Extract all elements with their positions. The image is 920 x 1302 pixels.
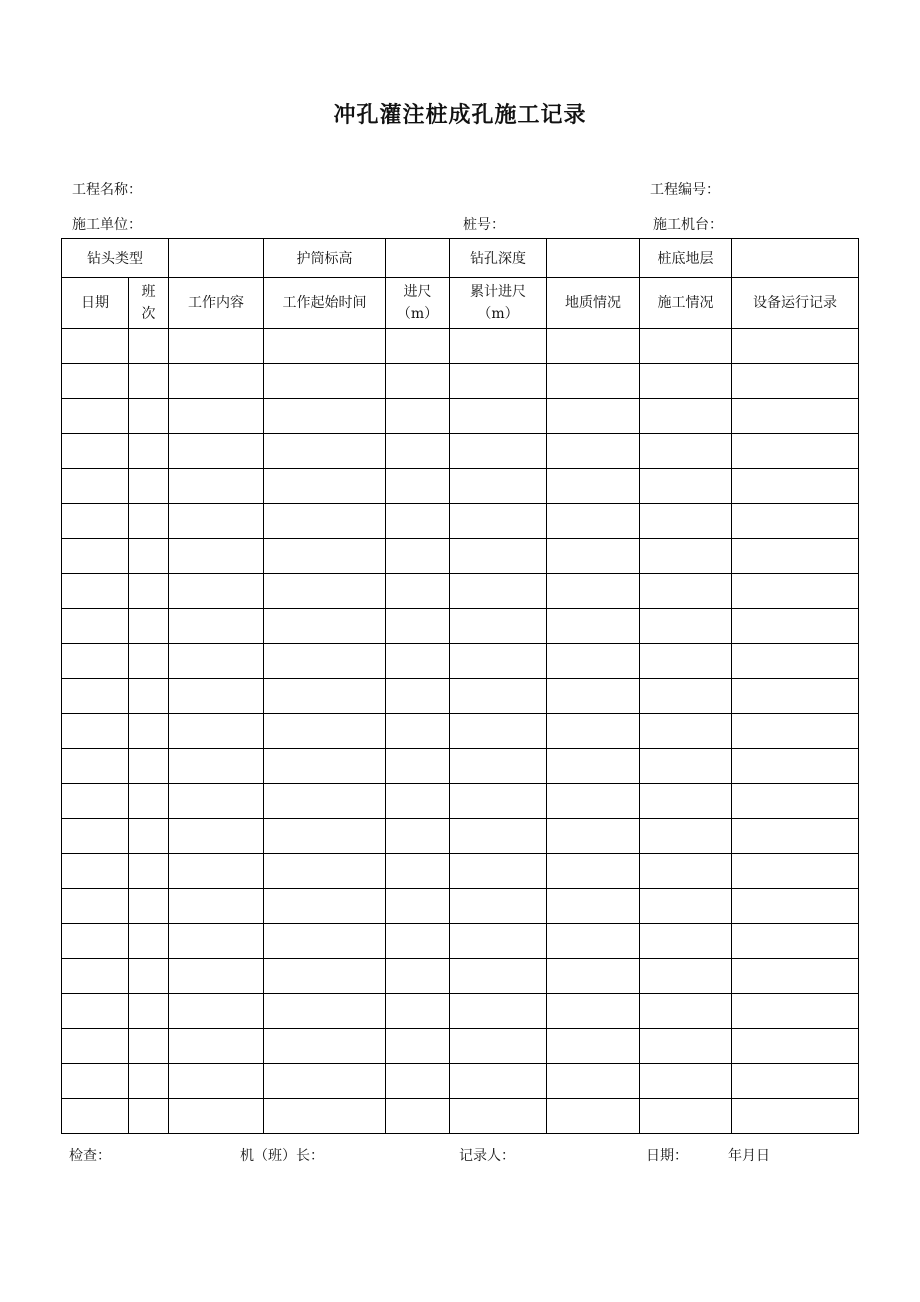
table-cell[interactable] <box>640 959 732 994</box>
table-cell[interactable] <box>169 889 264 924</box>
table-cell[interactable] <box>264 1064 386 1099</box>
table-cell[interactable] <box>450 1064 547 1099</box>
col-equipment: 设备运行记录 <box>732 278 859 329</box>
table-cell[interactable] <box>732 1064 859 1099</box>
table-cell[interactable] <box>547 959 640 994</box>
table-cell[interactable] <box>129 644 169 679</box>
table-cell[interactable] <box>264 924 386 959</box>
table-cell[interactable] <box>732 364 859 399</box>
table-cell[interactable] <box>169 749 264 784</box>
table-cell[interactable] <box>62 539 129 574</box>
casing-elevation-cell[interactable] <box>386 239 450 278</box>
table-cell[interactable] <box>732 539 859 574</box>
table-cell[interactable] <box>450 959 547 994</box>
table-cell[interactable] <box>386 714 450 749</box>
table-cell[interactable] <box>640 609 732 644</box>
table-cell[interactable] <box>547 329 640 364</box>
table-cell[interactable] <box>386 784 450 819</box>
table-cell[interactable] <box>547 1029 640 1064</box>
table-cell[interactable] <box>169 1029 264 1064</box>
table-cell[interactable] <box>169 994 264 1029</box>
table-cell[interactable] <box>640 679 732 714</box>
pile-bottom-cell[interactable] <box>732 239 859 278</box>
table-cell[interactable] <box>547 644 640 679</box>
table-cell[interactable] <box>169 364 264 399</box>
project-no-label: 工程编号： <box>650 182 720 198</box>
table-cell[interactable] <box>547 889 640 924</box>
table-cell[interactable] <box>640 469 732 504</box>
table-cell[interactable] <box>129 434 169 469</box>
casing-elevation-label: 护筒标高 <box>264 239 386 278</box>
table-cell[interactable] <box>129 469 169 504</box>
table-cell[interactable] <box>264 714 386 749</box>
table-cell[interactable] <box>547 1099 640 1134</box>
table-cell[interactable] <box>732 889 859 924</box>
table-cell[interactable] <box>450 539 547 574</box>
table-cell[interactable] <box>264 504 386 539</box>
col-geology: 地质情况 <box>547 278 640 329</box>
table-cell[interactable] <box>386 819 450 854</box>
table-cell[interactable] <box>732 749 859 784</box>
table-cell[interactable] <box>547 924 640 959</box>
table-row <box>62 854 859 889</box>
table-cell[interactable] <box>264 574 386 609</box>
table-cell[interactable] <box>129 749 169 784</box>
table-cell[interactable] <box>129 714 169 749</box>
table-cell[interactable] <box>386 679 450 714</box>
table-cell[interactable] <box>386 1099 450 1134</box>
table-cell[interactable] <box>129 399 169 434</box>
table-cell[interactable] <box>386 644 450 679</box>
table-cell[interactable] <box>169 574 264 609</box>
table-row <box>62 1099 859 1134</box>
table-cell[interactable] <box>62 609 129 644</box>
table-cell[interactable] <box>732 609 859 644</box>
col-cumulative-line1: 累计进尺 <box>470 284 526 300</box>
table-cell[interactable] <box>450 574 547 609</box>
table-cell[interactable] <box>732 434 859 469</box>
table-cell[interactable] <box>450 469 547 504</box>
table-cell[interactable] <box>62 644 129 679</box>
pile-no-label: 桩号： <box>463 217 505 233</box>
table-cell[interactable] <box>547 399 640 434</box>
table-cell[interactable] <box>169 539 264 574</box>
table-cell[interactable] <box>169 609 264 644</box>
table-cell[interactable] <box>547 504 640 539</box>
table-cell[interactable] <box>129 784 169 819</box>
table-cell[interactable] <box>640 364 732 399</box>
table-cell[interactable] <box>386 749 450 784</box>
table-cell[interactable] <box>732 959 859 994</box>
table-cell[interactable] <box>640 644 732 679</box>
table-cell[interactable] <box>169 854 264 889</box>
column-header-row <box>62 278 859 329</box>
table-cell[interactable] <box>264 679 386 714</box>
table-cell[interactable] <box>264 994 386 1029</box>
table-cell[interactable] <box>62 504 129 539</box>
table-cell[interactable] <box>129 679 169 714</box>
rig-label: 施工机台： <box>653 217 723 233</box>
table-cell[interactable] <box>264 889 386 924</box>
drill-type-label: 钻头类型 <box>62 239 169 278</box>
table-cell[interactable] <box>386 469 450 504</box>
table-cell[interactable] <box>732 714 859 749</box>
hole-depth-label: 钻孔深度 <box>450 239 547 278</box>
table-row <box>62 679 859 714</box>
table-row <box>62 714 859 749</box>
table-cell[interactable] <box>386 329 450 364</box>
table-cell[interactable] <box>547 539 640 574</box>
table-cell[interactable] <box>169 714 264 749</box>
table-cell[interactable] <box>640 994 732 1029</box>
table-cell[interactable] <box>732 399 859 434</box>
col-advance-line2: （m） <box>396 306 439 322</box>
table-cell[interactable] <box>264 854 386 889</box>
table-cell[interactable] <box>169 679 264 714</box>
table-cell[interactable] <box>264 1029 386 1064</box>
table-cell[interactable] <box>62 679 129 714</box>
table-row <box>62 959 859 994</box>
table-cell[interactable] <box>386 854 450 889</box>
table-cell[interactable] <box>169 399 264 434</box>
col-time: 工作起始时间 <box>264 278 386 329</box>
table-cell[interactable] <box>547 1064 640 1099</box>
table-cell[interactable] <box>264 434 386 469</box>
table-cell[interactable] <box>264 749 386 784</box>
table-cell[interactable] <box>169 504 264 539</box>
table-cell[interactable] <box>169 784 264 819</box>
table-cell[interactable] <box>264 539 386 574</box>
table-cell[interactable] <box>640 1099 732 1134</box>
table-cell[interactable] <box>386 364 450 399</box>
table-cell[interactable] <box>129 364 169 399</box>
table-cell[interactable] <box>62 889 129 924</box>
table-cell[interactable] <box>169 644 264 679</box>
table-row <box>62 749 859 784</box>
table-cell[interactable] <box>129 959 169 994</box>
table-cell[interactable] <box>547 854 640 889</box>
col-shift <box>129 278 169 329</box>
table-cell[interactable] <box>386 504 450 539</box>
table-cell[interactable] <box>62 574 129 609</box>
table-cell[interactable] <box>386 924 450 959</box>
table-cell[interactable] <box>450 1029 547 1064</box>
table-cell[interactable] <box>62 1099 129 1134</box>
table-cell[interactable] <box>129 1099 169 1134</box>
table-cell[interactable] <box>386 574 450 609</box>
table-cell[interactable] <box>547 364 640 399</box>
table-cell[interactable] <box>450 1099 547 1134</box>
table-cell[interactable] <box>62 819 129 854</box>
table-cell[interactable] <box>450 784 547 819</box>
date-label: 日期： <box>646 1148 688 1164</box>
table-cell[interactable] <box>264 399 386 434</box>
table-cell[interactable] <box>732 644 859 679</box>
table-row <box>62 644 859 679</box>
table-cell[interactable] <box>386 539 450 574</box>
table-cell[interactable] <box>129 1029 169 1064</box>
table-cell[interactable] <box>450 609 547 644</box>
table-cell[interactable] <box>547 819 640 854</box>
table-cell[interactable] <box>386 434 450 469</box>
table-cell[interactable] <box>547 434 640 469</box>
table-cell[interactable] <box>547 469 640 504</box>
table-cell[interactable] <box>450 364 547 399</box>
table-cell[interactable] <box>732 574 859 609</box>
record-table <box>61 238 859 1134</box>
table-cell[interactable] <box>640 539 732 574</box>
col-shift-line2: 次 <box>141 306 156 322</box>
table-cell[interactable] <box>62 749 129 784</box>
table-cell[interactable] <box>169 434 264 469</box>
table-cell[interactable] <box>62 469 129 504</box>
check-label: 检查： <box>69 1148 111 1164</box>
col-advance-line1: 进尺 <box>403 284 432 300</box>
col-construction: 施工情况 <box>640 278 732 329</box>
table-row <box>62 924 859 959</box>
table-cell[interactable] <box>450 644 547 679</box>
table-cell[interactable] <box>732 924 859 959</box>
table-cell[interactable] <box>264 609 386 644</box>
table-cell[interactable] <box>450 504 547 539</box>
page-title: 冲孔灌注桩成孔施工记录 <box>333 102 587 128</box>
table-cell[interactable] <box>732 329 859 364</box>
table-cell[interactable] <box>732 679 859 714</box>
table-row <box>62 434 859 469</box>
table-cell[interactable] <box>386 889 450 924</box>
table-cell[interactable] <box>62 994 129 1029</box>
table-row <box>62 504 859 539</box>
record-rows <box>62 329 859 1134</box>
summary-row <box>62 239 859 278</box>
table-cell[interactable] <box>169 1099 264 1134</box>
table-cell[interactable] <box>640 574 732 609</box>
table-row <box>62 819 859 854</box>
table-cell[interactable] <box>732 504 859 539</box>
col-cumulative-line2: （m） <box>477 306 519 322</box>
table-cell[interactable] <box>640 504 732 539</box>
table-cell[interactable] <box>264 959 386 994</box>
table-cell[interactable] <box>62 924 129 959</box>
table-cell[interactable] <box>169 959 264 994</box>
table-cell[interactable] <box>450 889 547 924</box>
table-cell[interactable] <box>129 889 169 924</box>
table-row <box>62 889 859 924</box>
table-cell[interactable] <box>62 399 129 434</box>
table-cell[interactable] <box>386 609 450 644</box>
table-cell[interactable] <box>732 469 859 504</box>
table-cell[interactable] <box>129 329 169 364</box>
table-cell[interactable] <box>62 364 129 399</box>
table-cell[interactable] <box>264 469 386 504</box>
table-row <box>62 1029 859 1064</box>
leader-label: 机（班）长： <box>240 1148 324 1164</box>
table-cell[interactable] <box>640 749 732 784</box>
col-work: 工作内容 <box>169 278 264 329</box>
table-cell[interactable] <box>450 399 547 434</box>
table-cell[interactable] <box>640 889 732 924</box>
table-cell[interactable] <box>386 959 450 994</box>
table-cell[interactable] <box>62 959 129 994</box>
table-cell[interactable] <box>640 1029 732 1064</box>
table-cell[interactable] <box>62 329 129 364</box>
table-cell[interactable] <box>62 1064 129 1099</box>
hole-depth-cell[interactable] <box>547 239 640 278</box>
construction-unit-label: 施工单位： <box>72 217 142 233</box>
table-cell[interactable] <box>169 819 264 854</box>
table-cell[interactable] <box>450 749 547 784</box>
table-row <box>62 469 859 504</box>
table-cell[interactable] <box>547 574 640 609</box>
table-cell[interactable] <box>62 784 129 819</box>
table-cell[interactable] <box>264 1099 386 1134</box>
table-cell[interactable] <box>264 364 386 399</box>
table-row <box>62 329 859 364</box>
table-cell[interactable] <box>386 1064 450 1099</box>
table-cell[interactable] <box>640 329 732 364</box>
table-cell[interactable] <box>732 994 859 1029</box>
table-cell[interactable] <box>129 574 169 609</box>
ymd-label: 年月日 <box>728 1148 770 1164</box>
col-date: 日期 <box>62 278 129 329</box>
table-row <box>62 574 859 609</box>
table-cell[interactable] <box>450 854 547 889</box>
table-row <box>62 539 859 574</box>
table-cell[interactable] <box>129 924 169 959</box>
table-cell[interactable] <box>264 784 386 819</box>
table-cell[interactable] <box>547 609 640 644</box>
table-cell[interactable] <box>62 1029 129 1064</box>
table-row <box>62 784 859 819</box>
pile-bottom-label: 桩底地层 <box>640 239 732 278</box>
table-cell[interactable] <box>640 434 732 469</box>
table-cell[interactable] <box>640 784 732 819</box>
col-shift-line1: 班 <box>141 284 156 300</box>
table-cell[interactable] <box>169 1064 264 1099</box>
table-cell[interactable] <box>547 714 640 749</box>
table-cell[interactable] <box>129 994 169 1029</box>
table-cell[interactable] <box>62 854 129 889</box>
table-cell[interactable] <box>129 819 169 854</box>
table-cell[interactable] <box>640 399 732 434</box>
table-cell[interactable] <box>450 924 547 959</box>
table-row <box>62 1064 859 1099</box>
table-row <box>62 399 859 434</box>
table-cell[interactable] <box>169 924 264 959</box>
table-row <box>62 994 859 1029</box>
col-cumulative <box>450 278 547 329</box>
table-cell[interactable] <box>264 329 386 364</box>
table-cell[interactable] <box>640 714 732 749</box>
table-row <box>62 609 859 644</box>
table-cell[interactable] <box>547 784 640 819</box>
table-cell[interactable] <box>450 679 547 714</box>
table-cell[interactable] <box>450 329 547 364</box>
table-cell[interactable] <box>640 924 732 959</box>
table-cell[interactable] <box>129 539 169 574</box>
project-name-label: 工程名称： <box>72 182 142 198</box>
table-cell[interactable] <box>732 854 859 889</box>
table-cell[interactable] <box>640 1064 732 1099</box>
table-cell[interactable] <box>386 1029 450 1064</box>
table-cell[interactable] <box>169 329 264 364</box>
table-cell[interactable] <box>640 819 732 854</box>
table-cell[interactable] <box>547 994 640 1029</box>
table-cell[interactable] <box>386 994 450 1029</box>
table-row <box>62 364 859 399</box>
table-cell[interactable] <box>547 749 640 784</box>
recorder-label: 记录人： <box>459 1148 515 1164</box>
table-cell[interactable] <box>264 644 386 679</box>
table-cell[interactable] <box>386 399 450 434</box>
table-cell[interactable] <box>129 1064 169 1099</box>
table-cell[interactable] <box>450 434 547 469</box>
table-cell[interactable] <box>129 504 169 539</box>
table-cell[interactable] <box>732 819 859 854</box>
table-cell[interactable] <box>264 819 386 854</box>
table-cell[interactable] <box>732 1029 859 1064</box>
table-cell[interactable] <box>732 1099 859 1134</box>
table-cell[interactable] <box>547 679 640 714</box>
table-cell[interactable] <box>129 609 169 644</box>
table-cell[interactable] <box>62 714 129 749</box>
table-cell[interactable] <box>732 784 859 819</box>
table-cell[interactable] <box>169 469 264 504</box>
table-cell[interactable] <box>640 854 732 889</box>
table-cell[interactable] <box>450 819 547 854</box>
drill-type-cell[interactable] <box>169 239 264 278</box>
table-cell[interactable] <box>450 994 547 1029</box>
table-cell[interactable] <box>450 714 547 749</box>
table-cell[interactable] <box>129 854 169 889</box>
table-cell[interactable] <box>62 434 129 469</box>
col-advance <box>386 278 450 329</box>
